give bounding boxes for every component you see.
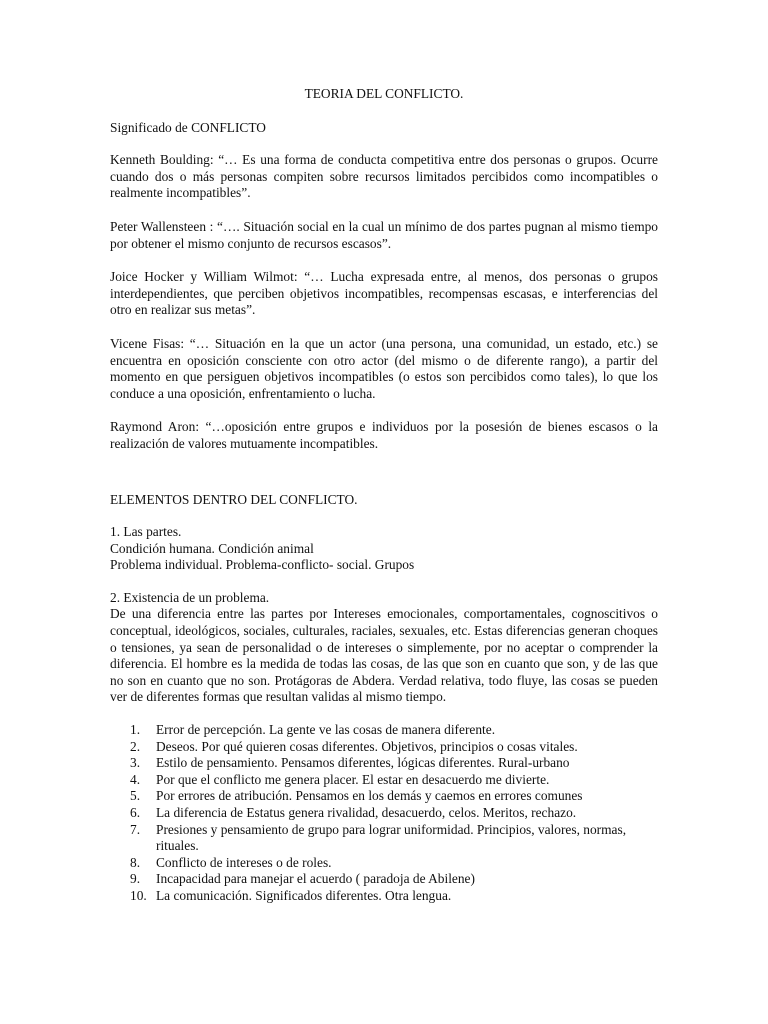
list-number: 3. <box>130 755 141 771</box>
part-1-heading: 1. Las partes. <box>110 524 182 540</box>
list-item <box>110 888 658 905</box>
list-item <box>110 855 658 872</box>
document-title: TEORIA DEL CONFLICTO. <box>304 86 464 101</box>
list-item <box>110 805 658 822</box>
list-item-text: Error de percepción. La gente ve las cosas de manera diferente. <box>156 722 496 738</box>
list-number: 1. <box>130 722 141 738</box>
list-item-text: Estilo de pensamiento. Pensamos diferentes, lógicas diferentes. Rural-urbano <box>156 755 570 771</box>
list-item <box>110 871 658 888</box>
part-2-block <box>110 590 658 706</box>
part-1-block <box>110 524 658 574</box>
list-item <box>110 722 658 739</box>
definition-fisas: Vicene Fisas: “… Situación en la que un actor (una persona, una comunidad, un estado, etc.) se encuentra en oposición consciente con otro actor (del mismo o de diferente rango), a partir del momento en que persiguen objetivos incompatibles (o estos son percibidos como tales), lo que los conduce a una oposición, enfrentamiento o lucha. <box>110 335 658 401</box>
definition-aron: Raymond Aron: “…oposición entre grupos e individuos por la posesión de bienes escasos o la realización de valores mutuamente incompatibles. <box>110 419 658 451</box>
list-item-text: La diferencia de Estatus genera rivalidad, desacuerdo, celos. Meritos, rechazo. <box>156 805 577 820</box>
definition-boulding: Kenneth Boulding: “… Es una forma de conducta competitiva entre dos personas o grupos. Ocurre cuando dos o más personas compiten sobre recursos limitados percibidos como incompatibles o realmente incompatibles”. <box>110 152 658 201</box>
part-1-line: Problema individual. Problema-conflicto- social. Grupos <box>110 557 415 573</box>
list-number: 2. <box>130 738 141 754</box>
list-item-text: Deseos. Por qué quieren cosas diferentes. Objetivos, principios o cosas vitales. <box>156 738 578 754</box>
list-item <box>110 739 658 756</box>
section-subtitle: Significado de CONFLICTO <box>110 119 266 135</box>
list-item-text: Incapacidad para manejar el acuerdo ( paradoja de Abilene) <box>156 871 475 887</box>
list-item <box>110 822 658 855</box>
part-1-line: Condición humana. Condición animal <box>110 540 314 556</box>
list-number: 5. <box>130 788 141 804</box>
list-number: 8. <box>130 854 141 870</box>
spacer <box>110 470 658 492</box>
document-page <box>110 86 658 905</box>
part-2-heading: 2. Existencia de un problema. <box>110 589 270 605</box>
list-item-text: Presiones y pensamiento de grupo para lograr uniformidad. Principios, valores, normas, rituales. <box>156 821 627 854</box>
causes-list <box>110 722 658 905</box>
list-number: 9. <box>130 871 141 887</box>
list-item-text: Por que el conflicto me genera placer. El estar en desacuerdo me divierte. <box>156 771 550 787</box>
list-item-text: Por errores de atribución. Pensamos en los demás y caemos en errores comunes <box>156 788 583 804</box>
list-item <box>110 755 658 772</box>
definition-hocker-wilmot: Joice Hocker y William Wilmot: “… Lucha expresada entre, al menos, dos personas o grupos interdependientes, que perciben objetivos incompatibles, recompensas escasas, e interferencias del otro en realizar sus metas”. <box>110 269 658 318</box>
list-item-text: La comunicación. Significados diferentes. Otra lengua. <box>156 887 452 903</box>
list-number: 6. <box>130 805 141 820</box>
elements-heading: ELEMENTOS DENTRO DEL CONFLICTO. <box>110 491 358 507</box>
list-number: 10. <box>130 887 147 903</box>
list-item <box>110 788 658 805</box>
definition-wallensteen: Peter Wallensteen : “…. Situación social en la cual un mínimo de dos partes pugnan al mismo tiempo por obtener el mismo conjunto de recursos escasos”. <box>110 218 658 251</box>
part-2-paragraph: De una diferencia entre las partes por Intereses emocionales, comportamentales, cognoscitivos o conceptual, ideológicos, sociales, culturales, raciales, sexuales, etc. Estas diferencias generan choques o tensiones, ya sean de personalidad o de intereses o simplemente, por no aceptar o comprender la diferencia. El hombre es la medida de todas las cosas, de las que son en cuanto que son, y de las que no son en cuanto que no son. Protágoras de Abdera. Verdad relativa, todo fluye, las cosas se pueden ver de diferentes formas que resultan validas al mismo tiempo. <box>110 606 658 705</box>
list-item-text: Conflicto de intereses o de roles. <box>156 854 332 870</box>
list-item <box>110 772 658 789</box>
list-number: 7. <box>130 821 141 837</box>
list-number: 4. <box>130 771 141 787</box>
